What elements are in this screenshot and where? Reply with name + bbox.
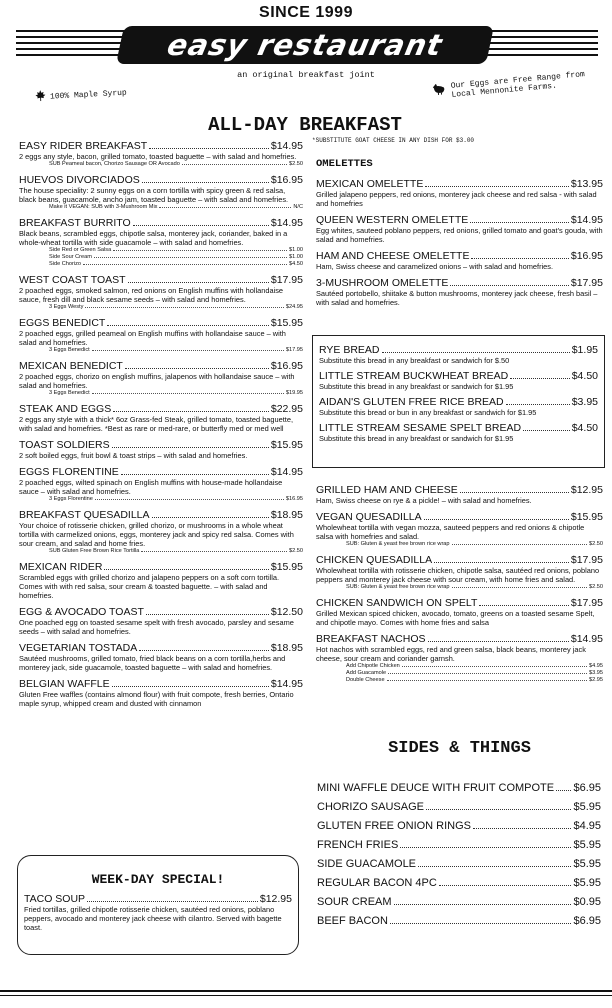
item-price: $16.95: [270, 360, 303, 372]
item-name: HUEVOS DIVORCIADOS: [19, 174, 140, 186]
option-price: $19.95: [285, 390, 303, 396]
side-name: GLUTEN FREE ONION RINGS: [317, 820, 472, 832]
side-name: REGULAR BACON 4PC: [317, 877, 437, 889]
leader-dots: [112, 686, 269, 687]
option-price: $17.95: [285, 347, 303, 353]
item-description: Black beans, scrambled eggs, chipotle salsa, monterey jack, coriander, baked in a whole-wheat tortilla with side guacamole – with salad and homefries.: [19, 229, 288, 247]
item-option: [346, 584, 603, 591]
weekday-special-box: [17, 855, 299, 955]
item-name: QUEEN WESTERN OMELETTE: [316, 214, 469, 226]
item-price: $22.95: [270, 403, 303, 415]
leader-dots: [388, 673, 587, 674]
menu-item: [319, 344, 598, 365]
leader-dots: [452, 587, 587, 588]
item-price: $15.95: [270, 561, 303, 573]
leader-dots: [149, 148, 269, 149]
item-option: [346, 677, 603, 684]
leader-dots: [418, 866, 571, 867]
option-price: $24.95: [285, 304, 303, 310]
leader-dots: [113, 250, 287, 251]
item-option: [346, 670, 603, 677]
menu-item: [19, 509, 303, 555]
item-name: LITTLE STREAM SESAME SPELT BREAD: [319, 422, 522, 434]
side-item: [317, 896, 601, 908]
item-price: $15.95: [270, 317, 303, 329]
item-name: RYE BREAD: [319, 344, 380, 356]
item-name: BREAKFAST QUESADILLA: [19, 509, 150, 521]
since-1999-banner: SINCE 1999: [259, 4, 353, 21]
leader-dots: [510, 378, 569, 379]
menu-item: [19, 606, 303, 636]
item-name: TOAST SOLDIERS: [19, 439, 110, 451]
leader-dots: [92, 350, 284, 351]
side-price: $0.95: [573, 896, 601, 908]
side-price: $5.95: [573, 801, 601, 813]
option-label: Side Chorizo: [49, 261, 82, 267]
omelettes-title: OMELETTES: [316, 158, 373, 170]
menu-item: [19, 360, 303, 397]
option-label: Side Red or Green Salsa: [49, 247, 112, 253]
leader-dots: [113, 411, 269, 412]
side-name: BEEF BACON: [317, 915, 388, 927]
item-description: Ham, Swiss cheese and caramelized onions – with salad and homefries.: [316, 262, 554, 271]
item-price: $16.95: [570, 250, 603, 262]
leader-dots: [133, 225, 269, 226]
menu-item: [19, 439, 303, 460]
item-name: GRILLED HAM AND CHEESE: [316, 484, 458, 496]
item-price: $4.50: [571, 422, 598, 434]
menu-item: [316, 250, 603, 271]
item-price: $12.95: [570, 484, 603, 496]
side-item: [317, 877, 601, 889]
item-description: Ham, Swiss cheese on rye & a pickle! – with salad and homefries.: [316, 496, 532, 505]
item-description: Fried tortillas, grilled chipotle rotisserie chicken, sautéed red onions, poblano peppers, avocado and monterey jack cheese with cilantro. Served with bagette toast.: [24, 905, 282, 932]
item-price: $18.95: [270, 642, 303, 654]
item-price: $14.95: [270, 217, 303, 229]
option-label: Add Chipotle Chicken: [346, 663, 400, 669]
option-price: $4.50: [289, 261, 303, 267]
leader-dots: [152, 517, 269, 518]
side-name: CHORIZO SAUSAGE: [317, 801, 424, 813]
leader-dots: [460, 492, 569, 493]
side-price: $5.95: [573, 858, 601, 870]
leader-dots: [139, 650, 269, 651]
side-price: $4.95: [573, 820, 601, 832]
item-name: CHICKEN QUESADILLA: [316, 554, 433, 566]
item-option: [346, 541, 603, 548]
item-name: AIDAN'S GLUTEN FREE RICE BREAD: [319, 396, 504, 408]
menu-item: [19, 561, 303, 600]
menu-item: [319, 370, 598, 391]
leader-dots: [471, 258, 568, 259]
item-description: Egg whites, sauteed poblano peppers, red onions, grilled tomato and goat's gouda, with salad and homefries.: [316, 226, 603, 244]
item-name: TACO SOUP: [24, 893, 86, 905]
item-name: EGGS FLORENTINE: [19, 466, 119, 478]
menu-item: [316, 511, 603, 548]
item-name: HAM AND CHEESE OMELETTE: [316, 250, 470, 262]
option-price: $4.95: [589, 663, 603, 669]
item-price: $13.95: [570, 178, 603, 190]
item-description: Substitute this bread in any breakfast or sandwich for $1.95: [319, 382, 514, 391]
item-description: 2 eggs any style, bacon, grilled tomato, toasted baguette – with salad and homefries.: [19, 152, 297, 161]
item-description: Substitute this bread in any breakfast or sandwich for $.50: [319, 356, 510, 365]
leader-dots: [142, 182, 269, 183]
leader-dots: [424, 519, 569, 520]
leader-dots: [85, 307, 283, 308]
item-description: 2 poached eggs, grilled peameal on English muffins with hollandaise sauce – with salad and homefries.: [19, 329, 286, 347]
item-price: $15.95: [570, 511, 603, 523]
item-price: $18.95: [270, 509, 303, 521]
item-description: Grilled Mexican spiced chicken, avocado, tomato, greens on a toasted sesame Spelt, and chipotle mayo. Comes with home fries and salsa: [316, 609, 595, 627]
chicken-icon: [432, 82, 447, 98]
item-option: [49, 347, 303, 354]
item-option: [49, 496, 303, 503]
leader-dots: [128, 282, 269, 283]
item-description: 2 poached eggs, smoked salmon, red onions on English muffins with hollandaise sauce, fresh dill and black sesame seeds – with salad and homefries.: [19, 286, 284, 304]
leader-dots: [425, 186, 569, 187]
side-price: $6.95: [573, 782, 601, 794]
side-item: [317, 839, 601, 851]
menu-item: [19, 217, 303, 268]
option-label: SUB Gluten Free Brown Rice Tortilla: [49, 548, 140, 554]
item-price: $12.95: [259, 893, 292, 905]
item-description: Grilled jalapeno peppers, red onions, monterey jack cheese and red salsa - with salad and homefries: [316, 190, 597, 208]
leader-dots: [450, 285, 568, 286]
item-option: [49, 254, 303, 261]
item-price: $14.95: [270, 678, 303, 690]
leader-dots: [394, 904, 572, 905]
item-name: STEAK AND EGGS: [19, 403, 112, 415]
option-price: $2.50: [589, 541, 603, 547]
item-description: 2 soft boiled eggs, fruit bowl & toast strips – with salad and homefries.: [19, 451, 248, 460]
item-price: $15.95: [270, 439, 303, 451]
option-price: $2.50: [589, 584, 603, 590]
item-description: Gluten Free waffles (contains almond flour) with fruit compote, fresh berries, Ontario maple syrup, whipped cream and dusted with cinnamon: [19, 690, 294, 708]
maple-syrup-note: [35, 86, 127, 105]
item-description: Sautéed portobello, shiitake & button mushrooms, monterey jack cheese, fresh basil – with salad and homefries.: [316, 289, 598, 307]
menu-item: [19, 317, 303, 354]
leader-dots: [434, 562, 569, 563]
leader-dots: [556, 790, 571, 791]
item-description: Substitute this bread or bun in any breakfast or sandwich for $1.95: [319, 408, 537, 417]
option-label: 3 Eggs Benedict: [49, 347, 90, 353]
leader-dots: [382, 352, 570, 353]
menu-item: [316, 484, 603, 505]
restaurant-logo: easy restaurant: [116, 26, 494, 64]
option-price: $2.50: [289, 548, 303, 554]
side-item: [317, 782, 601, 794]
leader-dots: [125, 368, 269, 369]
item-option: [49, 204, 303, 211]
item-description: Wholewheat tortilla with vegan mozza, sauteed peppers and red onions & chipotle salsa with homefries and salad.: [316, 523, 585, 541]
item-description: Your choice of rotisserie chicken, grilled chorizo, or mushrooms in a whole wheat tortilla with carmelized onions, eggs, monterey jack and spicy red salsa. Comes with sour cream, and salad and home fries.: [19, 521, 294, 548]
item-name: CHICKEN SANDWICH ON SPELT: [316, 597, 478, 609]
leader-dots: [94, 257, 287, 258]
item-description: Sautéed mushrooms, grilled tomato, fried black beans on a corn tortilla,herbs and monterey jack, side guacamole, toasted baguette – with salad and homefries.: [19, 654, 286, 672]
leader-dots: [428, 641, 569, 642]
leader-dots: [112, 447, 269, 448]
leader-dots: [426, 809, 572, 810]
option-label: SUB: Gluten & yeast free brown rice wrap: [346, 584, 450, 590]
option-price: $3.95: [589, 670, 603, 676]
maple-syrup-text: 100% Maple Syrup: [49, 88, 127, 102]
leader-dots: [439, 885, 572, 886]
item-description: The house speciality: 2 sunny eggs on a corn tortilla with spicy green & red salsa, black beans, guacamole, ancho jam, toasted baguette – with salad and homefries.: [19, 186, 289, 204]
leader-dots: [390, 923, 572, 924]
item-name: BREAKFAST BURRITO: [19, 217, 131, 229]
tagline: an original breakfast joint: [237, 70, 375, 80]
side-name: MINI WAFFLE DEUCE WITH FRUIT COMPOTE: [317, 782, 555, 794]
leader-dots: [523, 430, 570, 431]
page-title: ALL-DAY BREAKFAST: [208, 114, 402, 136]
item-price: $14.95: [270, 140, 303, 152]
option-label: Add Guacamole: [346, 670, 387, 676]
sides-list: [317, 782, 601, 934]
leader-dots: [92, 393, 284, 394]
left-menu-column: [19, 140, 303, 714]
option-price: N/C: [293, 204, 303, 210]
item-name: VEGETARIAN TOSTADA: [19, 642, 138, 654]
item-name: 3-MUSHROOM OMELETTE: [316, 277, 449, 289]
footer-stripes: [0, 990, 612, 999]
menu-item: [19, 678, 303, 708]
leader-dots: [95, 499, 284, 500]
option-label: Side Sour Cream: [49, 254, 92, 260]
option-label: SUB Peameal bacon, Chorizo Sausage OR Avocado: [49, 161, 180, 167]
item-option: [49, 390, 303, 397]
menu-item: [316, 178, 603, 208]
item-option: [49, 161, 303, 168]
menu-item: [19, 174, 303, 211]
leader-dots: [83, 264, 287, 265]
option-label: SUB: Gluten & yeast free brown rice wrap: [346, 541, 450, 547]
option-label: 3 Eggs Westy: [49, 304, 84, 310]
option-label: Make it VEGAN: SUB with 3-Mushroom Mix: [49, 204, 158, 210]
item-description: 2 poached eggs, chorizo on english muffins, jalapenos with hollandaise sauce – with salad and homefries.: [19, 372, 295, 390]
maple-leaf-icon: [35, 90, 47, 105]
leader-dots: [506, 404, 570, 405]
item-price: $14.95: [270, 466, 303, 478]
leader-dots: [479, 605, 568, 606]
side-item: [317, 801, 601, 813]
side-item: [317, 915, 601, 927]
option-price: $2.95: [589, 677, 603, 683]
leader-dots: [146, 614, 269, 615]
option-label: Double Cheese: [346, 677, 385, 683]
leader-dots: [182, 164, 287, 165]
side-price: $5.95: [573, 839, 601, 851]
side-item: [317, 858, 601, 870]
option-label: 3 Eggs Benedict: [49, 390, 90, 396]
right-menu-column: [316, 484, 603, 690]
item-price: $17.95: [270, 274, 303, 286]
item-description: One poached egg on toasted sesame spelt with fresh avocado, parsley and sesame seeds – with salad and homefries.: [19, 618, 294, 636]
leader-dots: [387, 680, 587, 681]
goat-cheese-note: *SUBSTITUTE GOAT CHEESE IN ANY DISH FOR $3.00: [312, 137, 475, 144]
leader-dots: [141, 551, 287, 552]
side-price: $5.95: [573, 877, 601, 889]
bread-box: [312, 335, 605, 468]
leader-dots: [159, 207, 291, 208]
item-name: MEXICAN RIDER: [19, 561, 103, 573]
leader-dots: [452, 544, 587, 545]
menu-item: [19, 274, 303, 311]
item-price: $14.95: [570, 214, 603, 226]
side-item: [317, 820, 601, 832]
leader-dots: [107, 325, 269, 326]
leader-dots: [121, 474, 269, 475]
item-price: $16.95: [270, 174, 303, 186]
item-name: WEST COAST TOAST: [19, 274, 126, 286]
item-price: $3.95: [571, 396, 598, 408]
item-option: [49, 548, 303, 555]
item-description: Wholewheat tortilla with rotisserie chicken, chipotle salsa, sautéed red onions, poblano peppers and monterey jack cheese with sour cream, with home fries and salad.: [316, 566, 600, 584]
item-name: LITTLE STREAM BUCKWHEAT BREAD: [319, 370, 509, 382]
side-name: FRENCH FRIES: [317, 839, 399, 851]
side-name: SIDE GUACAMOLE: [317, 858, 417, 870]
menu-item: [19, 642, 303, 672]
option-label: 3 Eggs Florentine: [49, 496, 93, 502]
item-description: 2 eggs any style with a thick* 6oz Grass-fed Steak, grilled tomato, toasted baguette, with salad and homefries. *Best as rare or med-rare, or butterfly med or med well: [19, 415, 294, 433]
menu-item: [316, 214, 603, 244]
side-price: $6.95: [573, 915, 601, 927]
item-price: $17.95: [570, 597, 603, 609]
menu-item: [19, 466, 303, 503]
leader-dots: [470, 222, 569, 223]
menu-item: [19, 140, 303, 168]
item-name: BREAKFAST NACHOS: [316, 633, 426, 645]
item-name: EGG & AVOCADO TOAST: [19, 606, 144, 618]
item-price: $1.95: [571, 344, 598, 356]
option-price: $1.00: [289, 254, 303, 260]
item-option: [49, 247, 303, 254]
leader-dots: [400, 847, 571, 848]
item-name: MEXICAN BENEDICT: [19, 360, 123, 372]
item-price: $12.50: [270, 606, 303, 618]
item-option: [49, 261, 303, 268]
item-option: [49, 304, 303, 311]
item-description: Scrambled eggs with grilled chorizo and jalapeno peppers on a soft corn tortilla. Comes with with red salsa, sour cream & toasted baguette. – with salad and homefries.: [19, 573, 280, 600]
leader-dots: [473, 828, 571, 829]
leader-dots: [402, 666, 587, 667]
item-name: VEGAN QUESADILLA: [316, 511, 422, 523]
option-price: $1.00: [289, 247, 303, 253]
item-description: Hot nachos with scrambled eggs, red and green salsa, black beans, monterey jack cheese, sour cream and coriander garnsh.: [316, 645, 586, 663]
item-name: EASY RIDER BREAKFAST: [19, 140, 148, 152]
menu-item: [316, 597, 603, 627]
special-title: WEEK-DAY SPECIAL!: [91, 872, 225, 887]
leader-dots: [104, 569, 268, 570]
omelettes-section: [316, 158, 603, 313]
menu-item: [19, 403, 303, 433]
sides-title: SIDES & THINGS: [388, 739, 531, 758]
side-name: SOUR CREAM: [317, 896, 392, 908]
menu-item: [316, 277, 603, 307]
menu-item: [319, 422, 598, 443]
option-price: $16.95: [285, 496, 303, 502]
item-name: BELGIAN WAFFLE: [19, 678, 110, 690]
item-name: EGGS BENEDICT: [19, 317, 106, 329]
item-price: $4.50: [571, 370, 598, 382]
item-price: $17.95: [570, 277, 603, 289]
special-item: [24, 893, 292, 932]
item-option: [346, 663, 603, 670]
menu-item: [316, 633, 603, 684]
item-price: $14.95: [570, 633, 603, 645]
item-name: MEXICAN OMELETTE: [316, 178, 424, 190]
option-price: $2.50: [289, 161, 303, 167]
menu-item: [316, 554, 603, 591]
eggs-note-text: Our Eggs are Free Range from Local Mennonite Farms.: [450, 70, 586, 100]
menu-item: [319, 396, 598, 417]
item-price: $17.95: [570, 554, 603, 566]
item-description: Substitute this bread in any breakfast or sandwich for $1.95: [319, 434, 514, 443]
item-description: 2 poached eggs, wilted spinach on English muffins with house-made hollandaise sauce – with salad and homefries.: [19, 478, 283, 496]
